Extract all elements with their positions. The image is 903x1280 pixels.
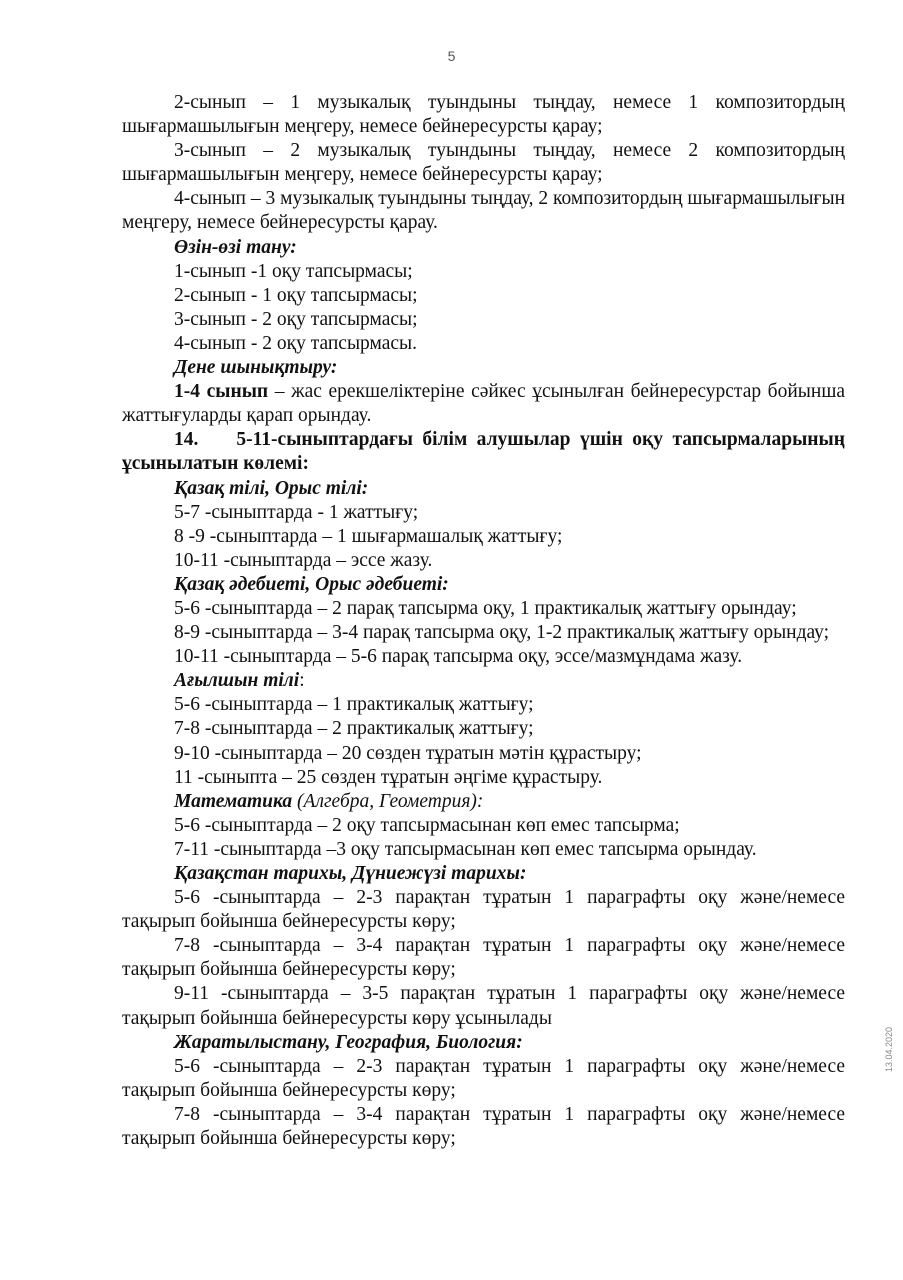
document-body — [122, 91, 845, 1151]
english-heading-text: Ағылшын тілі — [174, 670, 300, 692]
self-knowledge-item: 1-сынып -1 оқу тапсырмасы; — [174, 260, 413, 282]
english-item: 11 -сыныпта – 25 сөзден тұратын әңгіме құрастыру. — [174, 766, 603, 788]
music-grade-4: 4-сынып – 3 музыкалық туындыны тыңдау, 2 композитордың шығармашылығын меңгеру, немесе бейнересурсты қарау. — [122, 188, 845, 234]
math-heading — [122, 790, 845, 814]
section-title: 5-11-сыныптардағы білім алушылар үшін оқу тапсырмаларының ұсынылатын көлемі: — [122, 429, 845, 475]
languages-item: 5-7 -сыныптарда - 1 жаттығу; — [174, 501, 419, 523]
math-heading-note: (Алгебра, Геометрия): — [292, 790, 484, 812]
page-number: 5 — [447, 48, 456, 64]
section-14-title — [122, 428, 845, 476]
english-heading-colon: : — [299, 670, 305, 692]
science-heading: Жаратылыстану, География, Биология: — [174, 1031, 523, 1053]
self-knowledge-item: 4-сынып - 2 оқу тапсырмасы. — [174, 332, 417, 354]
math-heading-text: Математика — [174, 790, 293, 812]
languages-heading: Қазақ тілі, Орыс тілі: — [174, 477, 369, 499]
music-grade-2: 2-сынып – 1 музыкалық туындыны тыңдау, немесе 1 композитордың шығармашылығын меңгеру, немесе бейнересурсты қарау; — [122, 92, 845, 138]
english-item: 7-8 -сыныптарда – 2 практикалық жаттығу; — [174, 718, 534, 740]
english-item: 5-6 -сыныптарда – 1 практикалық жаттығу; — [174, 694, 534, 716]
pe-lead: 1-4 сынып — [174, 381, 269, 403]
science-item: 7-8 -сыныптарда – 3-4 парақтан тұратын 1 параграфты оқу және/немесе тақырып бойынша бейнересурсты көру; — [122, 1103, 845, 1150]
pe-text: – жас ерекшеліктеріне сәйкес ұсынылған бейнересурстар бойынша жаттығуларды қарап орындау. — [122, 381, 845, 427]
history-item: 5-6 -сыныптарда – 2-3 парақтан тұратын 1 параграфты оқу және/немесе тақырып бойынша бейнересурсты көру; — [122, 887, 845, 933]
self-knowledge-item: 2-сынып - 1 оқу тапсырмасы; — [174, 284, 418, 306]
english-heading — [122, 669, 845, 693]
self-knowledge-heading: Өзін-өзі тану: — [174, 236, 297, 258]
history-item: 7-8 -сыныптарда – 3-4 парақтан тұратын 1 параграфты оқу және/немесе тақырып бойынша бейнересурсты көру; — [122, 935, 845, 981]
literature-item: 8-9 -сыныптарда – 3-4 парақ тапсырма оқу, 1-2 практикалық жаттығу орындау; — [174, 622, 830, 644]
literature-item: 10-11 -сыныптарда – 5-6 парақ тапсырма оқу, эссе/мазмұндама жазу. — [174, 646, 743, 668]
languages-item: 10-11 -сыныптарда – эссе жазу. — [174, 549, 433, 571]
math-item: 7-11 -сыныптарда –3 оқу тапсырмасынан көп емес тапсырма орындау. — [174, 838, 757, 860]
languages-item: 8 -9 -сыныптарда – 1 шығармашалық жаттығу; — [174, 525, 563, 547]
literature-heading: Қазақ әдебиеті, Орыс әдебиеті: — [174, 573, 449, 595]
music-grade-3: 3-сынып – 2 музыкалық туындыны тыңдау, немесе 2 композитордың шығармашылығын меңгеру, немесе бейнересурсты қарау; — [122, 140, 845, 186]
pe-paragraph — [122, 380, 845, 428]
math-item: 5-6 -сыныптарда – 2 оқу тапсырмасынан көп емес тапсырма; — [174, 814, 680, 836]
literature-item: 5-6 -сыныптарда – 2 парақ тапсырма оқу, 1 практикалық жаттығу орындау; — [174, 597, 797, 619]
science-item: 5-6 -сыныптарда – 2-3 парақтан тұратын 1 параграфты оқу және/немесе тақырып бойынша бейнересурсты көру; — [122, 1055, 845, 1101]
section-number: 14. — [174, 429, 199, 451]
self-knowledge-item: 3-сынып - 2 оқу тапсырмасы; — [174, 308, 418, 330]
history-item: 9-11 -сыныптарда – 3-5 парақтан тұратын 1 параграфты оқу және/немесе тақырып бойынша бейнересурсты көру ұсынылады — [122, 983, 845, 1029]
english-item: 9-10 -сыныптарда – 20 сөзден тұратын мәтін құрастыру; — [174, 742, 642, 764]
side-date-stamp: 13.04.2020 — [884, 1026, 894, 1072]
pe-heading: Дене шынықтыру: — [174, 357, 338, 379]
history-heading: Қазақстан тарихы, Дүниежүзі тарихы: — [174, 863, 527, 884]
